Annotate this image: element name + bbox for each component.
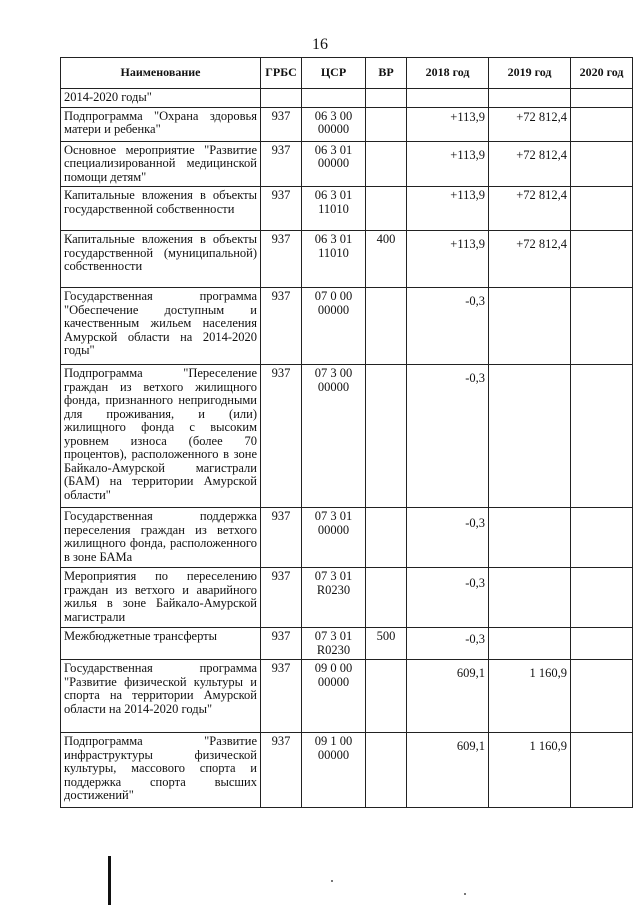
table-row [61, 628, 633, 660]
row-grbs: 937 [261, 568, 302, 628]
row-grbs: 937 [261, 231, 302, 288]
table-row [61, 288, 633, 365]
scan-speck [464, 893, 466, 895]
header-row [61, 58, 633, 89]
row-2019: +72 812,4 [489, 231, 571, 288]
row-2019 [489, 89, 571, 108]
row-name: Мероприятия по переселению граждан из ветхого и аварийного жилья в зоне Байкало-Амурской магистрали [61, 568, 261, 628]
row-grbs: 937 [261, 187, 302, 231]
row-grbs [261, 89, 302, 108]
row-2020 [571, 187, 633, 231]
header-name: Наименование [61, 58, 261, 89]
row-csr: 07 3 01 R0230 [302, 568, 366, 628]
row-2018: +113,9 [407, 187, 489, 231]
row-2018 [407, 89, 489, 108]
header-grbs: ГРБС [261, 58, 302, 89]
row-csr: 06 3 01 11010 [302, 231, 366, 288]
row-name: Межбюджетные трансферты [61, 628, 261, 660]
row-grbs: 937 [261, 628, 302, 660]
header-2020: 2020 год [571, 58, 633, 89]
row-2019 [489, 288, 571, 365]
row-csr: 09 1 00 00000 [302, 733, 366, 808]
row-name: Государственная программа "Обеспечение доступным и качественным жильем населения Амурской области на 2014-2020 годы" [61, 288, 261, 365]
binding-mark [108, 856, 111, 905]
row-2018: +113,9 [407, 231, 489, 288]
row-vr [366, 660, 407, 733]
table-row [61, 141, 633, 187]
row-2020 [571, 231, 633, 288]
row-2020 [571, 89, 633, 108]
row-2019 [489, 568, 571, 628]
row-csr: 09 0 00 00000 [302, 660, 366, 733]
row-vr [366, 107, 407, 141]
row-csr: 07 3 01 R0230 [302, 628, 366, 660]
row-2018: +113,9 [407, 141, 489, 187]
row-vr [366, 568, 407, 628]
row-2020 [571, 628, 633, 660]
row-vr [366, 365, 407, 508]
row-2018: -0,3 [407, 288, 489, 365]
row-vr [366, 187, 407, 231]
row-csr: 06 3 01 00000 [302, 141, 366, 187]
header-csr: ЦСР [302, 58, 366, 89]
row-grbs: 937 [261, 660, 302, 733]
budget-table [60, 57, 633, 808]
row-name: Капитальные вложения в объекты государственной собственности [61, 187, 261, 231]
row-name: Основное мероприятие "Развитие специализированной медицинской помощи детям" [61, 141, 261, 187]
row-name: Капитальные вложения в объекты государственной (муниципальной) собственности [61, 231, 261, 288]
row-vr [366, 508, 407, 568]
table-row [61, 660, 633, 733]
row-2020 [571, 508, 633, 568]
row-2019: +72 812,4 [489, 107, 571, 141]
row-2018: -0,3 [407, 568, 489, 628]
table-row [61, 107, 633, 141]
row-2018: 609,1 [407, 660, 489, 733]
row-2020 [571, 107, 633, 141]
row-csr [302, 89, 366, 108]
row-vr: 400 [366, 231, 407, 288]
table-row [61, 508, 633, 568]
row-2019: +72 812,4 [489, 187, 571, 231]
header-2018: 2018 год [407, 58, 489, 89]
header-vr: ВР [366, 58, 407, 89]
row-grbs: 937 [261, 107, 302, 141]
row-2020 [571, 568, 633, 628]
row-csr: 07 0 00 00000 [302, 288, 366, 365]
row-2018: +113,9 [407, 107, 489, 141]
row-2018: -0,3 [407, 628, 489, 660]
row-name: 2014-2020 годы" [61, 89, 261, 108]
row-2019: 1 160,9 [489, 660, 571, 733]
row-2018: -0,3 [407, 508, 489, 568]
row-2019 [489, 628, 571, 660]
row-grbs: 937 [261, 141, 302, 187]
table-row [61, 365, 633, 508]
row-2020 [571, 365, 633, 508]
page-number: 16 [312, 36, 328, 53]
row-vr [366, 733, 407, 808]
row-2019: +72 812,4 [489, 141, 571, 187]
row-name: Подпрограмма "Развитие инфраструктуры физической культуры, массового спорта и поддержка спорта высших достижений" [61, 733, 261, 808]
row-csr: 07 3 01 00000 [302, 508, 366, 568]
table-row [61, 89, 633, 108]
scan-speck [331, 880, 333, 882]
row-2019 [489, 365, 571, 508]
row-2018: -0,3 [407, 365, 489, 508]
row-csr: 06 3 00 00000 [302, 107, 366, 141]
row-2020 [571, 660, 633, 733]
row-grbs: 937 [261, 508, 302, 568]
row-vr [366, 288, 407, 365]
row-grbs: 937 [261, 288, 302, 365]
row-2018: 609,1 [407, 733, 489, 808]
row-name: Государственная поддержка переселения граждан из ветхого жилищного фонда, расположенного в зоне БАМа [61, 508, 261, 568]
row-2020 [571, 141, 633, 187]
row-2019: 1 160,9 [489, 733, 571, 808]
row-2020 [571, 288, 633, 365]
row-name: Подпрограмма "Охрана здоровья матери и ребенка" [61, 107, 261, 141]
header-2019: 2019 год [489, 58, 571, 89]
row-2019 [489, 508, 571, 568]
row-name: Подпрограмма "Переселение граждан из ветхого жилищного фонда, признанного непригодными для проживания, и (или) жилищного фонда с высоким уровнем износа (более 70 процентов), расположенного в зоне Байкало-Амурской магистрали (БАМ) на территории Амурской области" [61, 365, 261, 508]
row-grbs: 937 [261, 365, 302, 508]
row-vr [366, 141, 407, 187]
row-csr: 07 3 00 00000 [302, 365, 366, 508]
row-grbs: 937 [261, 733, 302, 808]
table-row [61, 733, 633, 808]
table-row [61, 568, 633, 628]
row-csr: 06 3 01 11010 [302, 187, 366, 231]
row-2020 [571, 733, 633, 808]
row-name: Государственная программа "Развитие физической культуры и спорта на территории Амурской области на 2014-2020 годы" [61, 660, 261, 733]
row-vr: 500 [366, 628, 407, 660]
row-vr [366, 89, 407, 108]
table-row [61, 231, 633, 288]
table-row [61, 187, 633, 231]
